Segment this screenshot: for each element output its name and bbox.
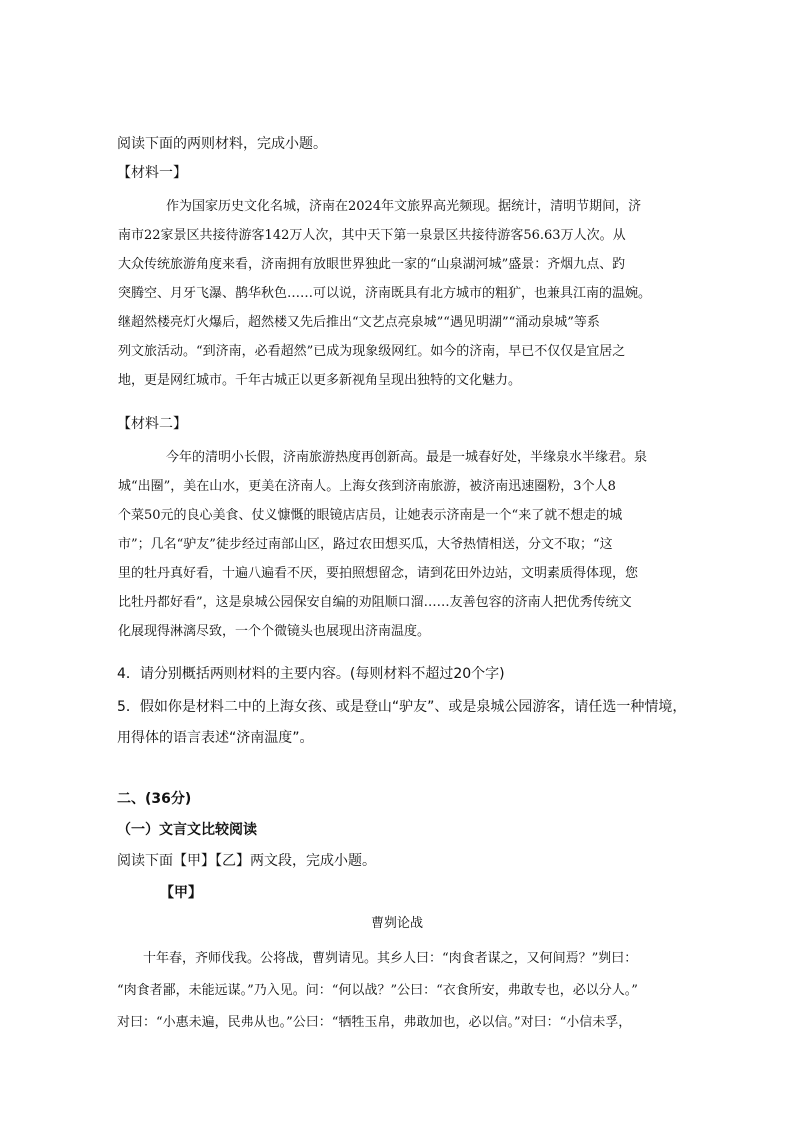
material2-line: 比牡丹都好看”，这是泉城公园保安自编的劝阻顺口溜……友善包容的济南人把优秀传统文 <box>118 595 632 610</box>
material2-line: 化展现得淋漓尽致，一个个微镜头也展现出济南温度。 <box>118 624 431 639</box>
material1-body <box>118 192 670 395</box>
material2-line: 个菜50元的良心美食、仗义慷慨的眼镜店店员，让她表示济南是一个“来了就不想走的城 <box>118 508 623 523</box>
passage-title: 曹刿论战 <box>370 916 423 931</box>
material1-heading: 【材料一】 <box>117 165 187 181</box>
section-instruction: 阅读下面【甲】【乙】两文段，完成小题。 <box>117 853 376 869</box>
material2-line: 今年的清明小长假，济南旅游热度再创新高。最是一城春好处，半缘泉水半缘君。泉 <box>166 450 648 465</box>
material1-line: 继超然楼亮灯火爆后，超然楼又先后推出“文艺点亮泉城”“遇见明湖”“涌动泉城”等系 <box>118 315 600 330</box>
material1-line: 大众传统旅游角度来看，济南拥有放眼世界独此一家的“山泉湖河城”盛景：齐烟九点、趵 <box>118 257 626 272</box>
passage-label-jia: 【甲】 <box>160 885 202 901</box>
material2-line: 里的牡丹真好看，十遍八遍看不厌，要拍照想留念，请到花田外边站，文明素质得体现，您 <box>118 566 639 581</box>
section-subheading: （一）文言文比较阅读 <box>117 822 257 838</box>
material1-line: 南市22家景区共接待游客142万人次，其中天下第一泉景区共接待游客56.63万人次。从 <box>118 228 626 243</box>
section-heading: 二、(36分) <box>117 791 192 807</box>
classical-passage <box>117 943 677 1039</box>
material2-body <box>118 443 670 646</box>
classical-line: 对曰：“小惠未遍，民弗从也。”公曰：“牺牲玉帛，弗敢加也，必以信。”对曰：“小信未孚， <box>117 1015 632 1030</box>
material2-heading: 【材料二】 <box>117 416 187 432</box>
question-4: 4．请分别概括两则材料的主要内容。(每则材料不超过20个字) <box>117 666 505 682</box>
classical-line: “肉食者鄙，未能远谋。”乃入见。问：“何以战？”公曰：“衣食所安，弗敢专也，必以分人。” <box>117 983 638 998</box>
material1-line: 地，更是网红城市。千年古城正以更多新视角呈现出独特的文化魅力。 <box>118 373 522 388</box>
material1-line: 作为国家历史文化名城，济南在2024年文旅界高光频现。据统计，清明节期间，济 <box>166 199 642 214</box>
material2-line: 市”；几名“驴友”徒步经过南部山区，路过农田想买瓜，大爷热情相送，分文不取；“这 <box>118 537 613 552</box>
material1-line: 列文旅活动。“到济南，必看超然”已成为现象级网红。如今的济南，早已不仅仅是宜居之 <box>118 344 626 359</box>
classical-line: 十年春，齐师伐我。公将战，曹刿请见。其乡人曰：“肉食者谋之，又何间焉？”刿曰： <box>143 951 638 966</box>
question-5-line1: 5．假如你是材料二中的上海女孩、或是登山“驴友”、或是泉城公园游客，请任选一种情境， <box>117 699 687 715</box>
question-5-line2: 用得体的语言表述“济南温度”。 <box>117 730 314 746</box>
material1-line: 突腾空、月牙飞瀑、鹊华秋色……可以说，济南既具有北方城市的粗犷，也兼具江南的温婉。 <box>118 286 652 301</box>
material2-line: 城“出圈”，美在山水，更美在济南人。上海女孩到济南旅游，被济南迅速圈粉，3个人8 <box>118 479 616 494</box>
reading-instruction: 阅读下面的两则材料，完成小题。 <box>117 136 327 152</box>
